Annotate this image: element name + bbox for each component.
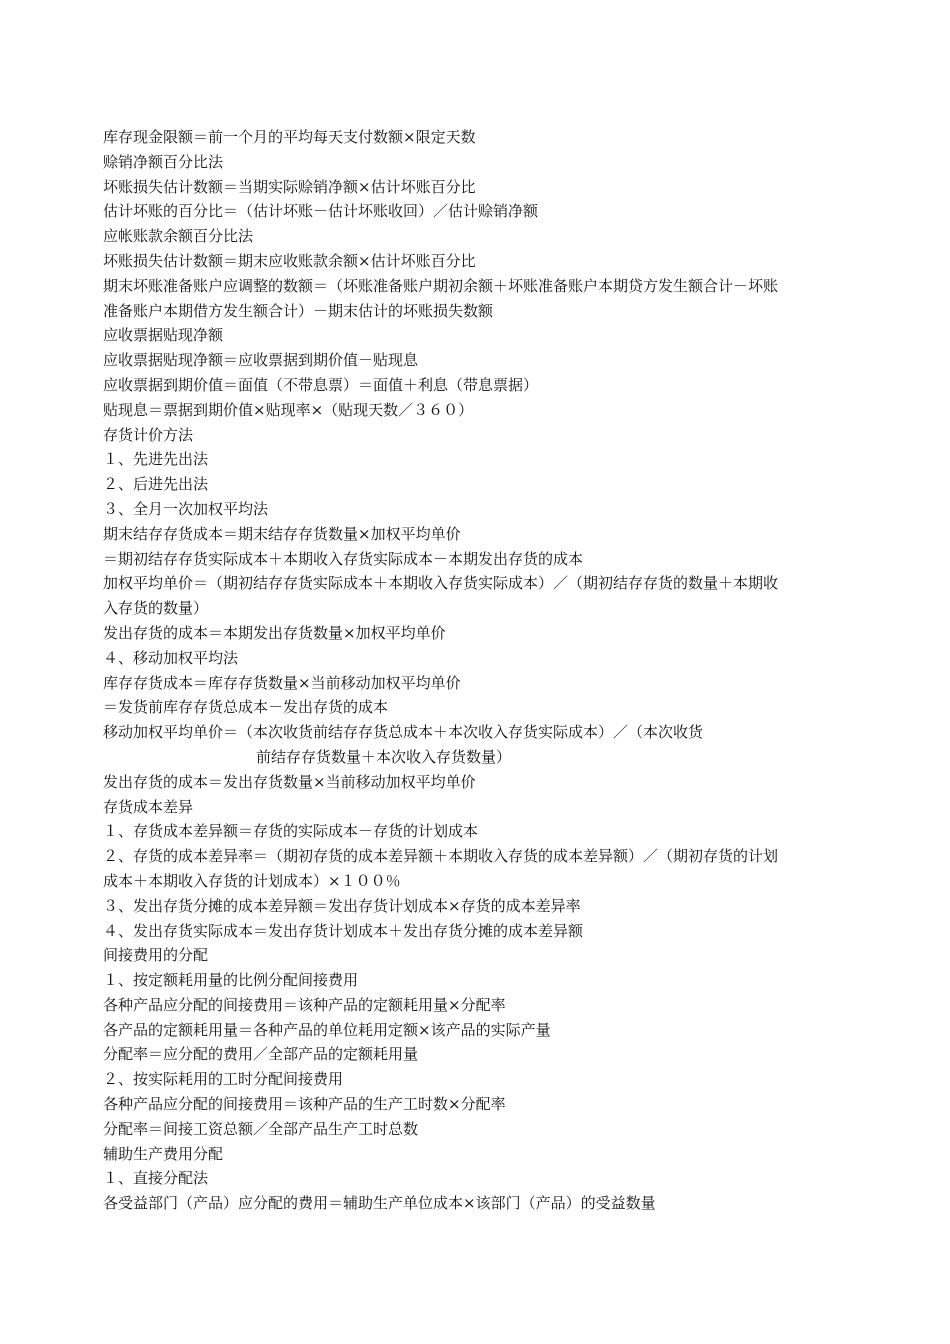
section-heading: 辅助生产费用分配	[103, 1144, 224, 1163]
list-item: １、先进先出法	[103, 450, 209, 469]
text-line: 坏账损失估计数额＝当期实际赊销净额×估计坏账百分比	[103, 177, 476, 196]
section-heading: 赊销净额百分比法	[103, 152, 224, 171]
list-item: ３、全月一次加权平均法	[103, 499, 269, 518]
text-line: 入存货的数量）	[103, 599, 209, 618]
section-heading: 存货成本差异	[103, 797, 194, 816]
text-line: 分配率＝间接工资总额／全部产品生产工时总数	[103, 1119, 419, 1138]
text-line: 发出存货的成本＝本期发出存货数量×加权平均单价	[103, 623, 446, 642]
text-line: 各受益部门（产品）应分配的费用＝辅助生产单位成本×该部门（产品）的受益数量	[103, 1194, 656, 1213]
text-line: 加权平均单价＝（期初结存存货实际成本＋本期收入存货实际成本）／（期初结存存货的数量＋本期收	[103, 574, 779, 593]
text-line: 应收票据贴现净额＝应收票据到期价值－贴现息	[103, 351, 419, 370]
text-line: 准备账户本期借方发生额合计）－期末估计的坏账损失数额	[103, 301, 494, 320]
list-item: ４、移动加权平均法	[103, 648, 239, 667]
list-item: １、按定额耗用量的比例分配间接费用	[103, 971, 359, 990]
text-line: 成本＋本期收入存货的计划成本）×１００％	[103, 871, 401, 890]
list-item: １、直接分配法	[103, 1169, 209, 1188]
text-line: 发出存货的成本＝发出存货数量×当前移动加权平均单价	[103, 772, 476, 791]
text-line: 坏账损失估计数额＝期末应收账款余额×估计坏账百分比	[103, 251, 476, 270]
text-line: 期末结存存货成本＝期末结存存货数量×加权平均单价	[103, 524, 461, 543]
text-line: 库存现金限额＝前一个月的平均每天支付数额×限定天数	[103, 128, 476, 146]
text-line: ＝发货前库存存货总成本－发出存货的成本	[103, 698, 389, 717]
section-heading: 应收票据贴现净额	[103, 326, 224, 345]
list-item: ３、发出存货分摊的成本差异额＝发出存货计划成本×存货的成本差异率	[103, 896, 581, 915]
list-item: ２、按实际耗用的工时分配间接费用	[103, 1070, 344, 1089]
text-line: 库存存货成本＝库存存货数量×当前移动加权平均单价	[103, 673, 461, 692]
text-line: 各种产品应分配的间接费用＝该种产品的生产工时数×分配率	[103, 1095, 506, 1114]
text-line: 各产品的定额耗用量＝各种产品的单位耗用定额×该产品的实际产量	[103, 1020, 551, 1039]
text-line-indented: 前结存存货数量＋本次收入存货数量）	[256, 747, 512, 766]
text-line: 移动加权平均单价＝（本次收货前结存存货总成本＋本次收入存货实际成本）／（本次收货	[103, 723, 704, 742]
document-body	[103, 125, 873, 1216]
text-line: 估计坏账的百分比＝（估计坏账－估计坏账收回）／估计赊销净额	[103, 202, 539, 221]
list-item: ４、发出存货实际成本＝发出存货计划成本＋发出存货分摊的成本差异额	[103, 921, 584, 940]
text-line: ＝期初结存存货实际成本＋本期收入存货实际成本－本期发出存货的成本	[103, 549, 584, 568]
text-line: 期末坏账准备账户应调整的数额＝（坏账准备账户期初余额＋坏账准备账户本期贷方发生额合计－坏账	[103, 276, 779, 295]
text-line: 分配率＝应分配的费用／全部产品的定额耗用量	[103, 1045, 419, 1064]
section-heading: 应帐账款余额百分比法	[103, 227, 254, 246]
list-item: ２、存货的成本差异率＝（期初存货的成本差异额＋本期收入存货的成本差异额）／（期初存货的计划	[103, 847, 779, 866]
section-heading: 间接费用的分配	[103, 946, 209, 965]
text-line: 贴现息＝票据到期价值×贴现率×（贴现天数／３６０）	[103, 400, 474, 419]
text-line: 应收票据到期价值＝面值（不带息票）＝面值＋利息（带息票据）	[103, 375, 539, 394]
list-item: ２、后进先出法	[103, 475, 209, 494]
text-line: 各种产品应分配的间接费用＝该种产品的定额耗用量×分配率	[103, 995, 506, 1014]
list-item: １、存货成本差异额＝存货的实际成本－存货的计划成本	[103, 822, 479, 841]
section-heading: 存货计价方法	[103, 425, 194, 444]
